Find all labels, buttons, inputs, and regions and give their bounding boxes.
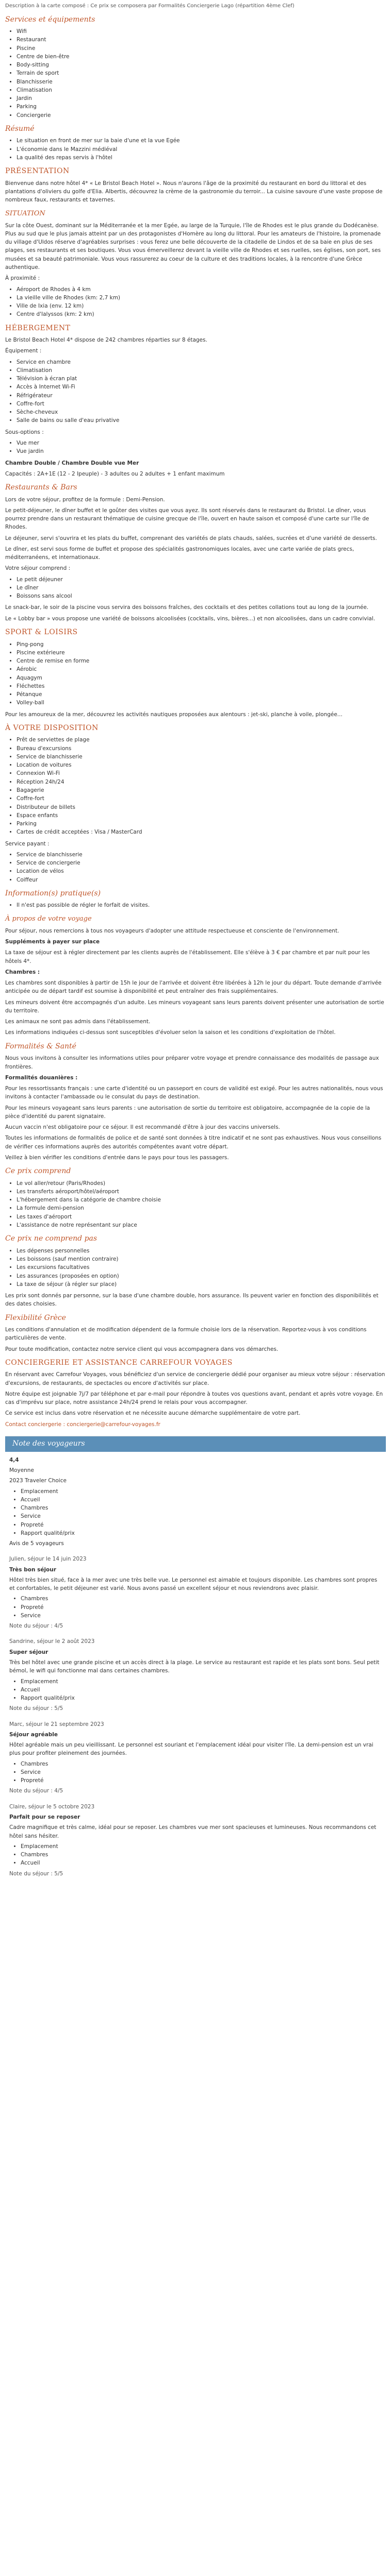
review-rating: Note du séjour : 4/5 (9, 1623, 63, 1630)
formalites-text-4: Aucun vaccin n'est obligatoire pour ce séjour. Il est recommandé d'être à jour des vaccins universels. (5, 1124, 280, 1131)
review-title: Séjour agréable (9, 1731, 58, 1738)
header-intro: Description à la carte composé : Ce prix se composera par Formalités Conciergerie Lago (répartition 4ème Clef) (5, 3, 295, 9)
reviews-title: Note des voyageurs (5, 1436, 386, 1452)
list-item: • La qualité des repas servis à l'hôtel (17, 154, 386, 162)
list-item: • Fléchettes (17, 682, 386, 690)
list-item: • Bagagerie (17, 786, 386, 794)
flexibility-text: Les conditions d'annulation et de modification dépendent de la formule choisie lors de la réservation. Reportez-vous à vos conditions particulières de vente. (5, 1327, 367, 1342)
paid-services-title: Service payant : (5, 840, 50, 847)
list-item: • Piscine (17, 44, 386, 53)
list-item: • Le dîner (17, 584, 386, 592)
review-meta: Marc, séjour le 21 septembre 2023 (9, 1721, 104, 1727)
list-item: • Boissons sans alcool (17, 592, 386, 600)
list-item: • Ping-pong (17, 640, 386, 649)
list-item: • Centre de bien-être (17, 53, 386, 61)
list-item: • La taxe de séjour (à régler sur place) (17, 1280, 386, 1289)
info-title: Information(s) pratique(s) (5, 889, 101, 897)
trip-about-title: À propos de votre voyage (5, 914, 92, 923)
review-categories (9, 1595, 382, 1620)
restaurants-intro: Lors de votre séjour, profitez de la formule : Demi-Pension. (5, 496, 165, 503)
reviews-count: 2023 Traveler Choice (9, 1478, 67, 1484)
list-item: • La vieille ville de Rhodes (km: 2,7 km) (17, 294, 386, 302)
room-options-title: Sous-options : (5, 429, 44, 435)
review-title: Parfait pour se reposer (9, 1814, 80, 1820)
list-item: • Propreté (21, 1776, 382, 1785)
reviews-score-label: Moyenne (9, 1467, 34, 1473)
list-item: • Chambres (21, 1760, 382, 1768)
formalites-sub: Formalités douanières : (5, 1074, 78, 1081)
concierge-title: CONCIERGERIE ET ASSISTANCE CARREFOUR VOYAGES (5, 1358, 233, 1367)
list-item: • Bureau d'excursions (17, 744, 386, 753)
lobby-bar-text: Le « Lobby bar » vous propose une variété de boissons alcoolisées (cocktails, vins, bières...) et non alcoolisées, dans un cadre convivial. (5, 615, 376, 622)
list-item: • Conciergerie (17, 111, 386, 120)
list-item: • Centre de remise en forme (17, 657, 386, 665)
list-item: • Réception 24h/24 (17, 778, 386, 786)
list-item: • Location de vélos (17, 867, 386, 875)
extras-text: La taxe de séjour est à régler directement par les clients auprès de l'établissement. Elle s'élève à 3 € par chambre et par nuit pour les hôtels 4*. (5, 950, 370, 964)
review-rating: Note du séjour : 4/5 (9, 1788, 63, 1794)
list-item: • L'économie dans le Mazzini médiéval (17, 145, 386, 154)
concierge-contact-link[interactable]: Contact conciergerie : conciergerie@carrefour-voyages.fr (5, 1421, 160, 1428)
info-text-b: Les animaux ne sont pas admis dans l'établissement. (5, 1019, 151, 1025)
access-title: À proximité : (5, 275, 40, 282)
list-item: • Service en chambre (17, 358, 386, 366)
list-item: • Service (21, 1612, 382, 1620)
snack-bar-text: Le snack-bar, le soir de la piscine vous servira des boissons fraîches, des cocktails et des petites collations tout au long de la journée. (5, 604, 369, 611)
concierge-text-3: Ce service est inclus dans votre réservation et ne nécessite aucune démarche supplémentaire de votre part. (5, 1410, 301, 1417)
review-categories (9, 1677, 382, 1703)
formalites-text-2: Pour les ressortissants français : une carte d'identité ou un passeport en cours de validité est exigé. Pour les autres nationalités, nous vous invitons à contacter l'ambassade ou le consulat du pays de destination. (5, 1086, 383, 1100)
situation-title: SITUATION (5, 209, 45, 217)
extras-title: Suppléments à payer sur place (5, 939, 100, 945)
list-item: • Salle de bains ou salle d'eau privative (17, 416, 386, 425)
list-item: • Coffre-fort (17, 794, 386, 803)
list-item: • Restaurant (17, 36, 386, 44)
concierge-text-2: Notre équipe est joignable 7j/7 par téléphone et par e-mail pour répondre à toutes vos questions avant, pendant et après votre voyage. En cas d'imprévu sur place, notre assistance 24h/24 prend le relais pour vous accompagner. (5, 1391, 383, 1406)
list-item: • Le petit déjeuner (17, 575, 386, 584)
list-item: • Aéroport de Rhodes à 4 km (17, 285, 386, 294)
list-item: • Distributeur de billets (17, 803, 386, 811)
list-item: • Location de voitures (17, 761, 386, 769)
list-item: • Coiffeur (17, 876, 386, 884)
sports-title: SPORT & LOISIRS (5, 628, 78, 637)
list-item: • Rapport qualité/prix (21, 1694, 382, 1702)
room-capacity: Capacités : 2A+1E (12 - 2 Ipeuple) - 3 adultes ou 2 adultes + 1 enfant maximum (5, 470, 225, 477)
paid-services-list (5, 851, 386, 884)
sports-text: Pour les amoureux de la mer, découvrez les activités nautiques proposées aux alentours : jet-ski, planche à voile, plongée... (5, 711, 343, 718)
price-excludes-list (5, 1247, 386, 1289)
list-item: • Service de blanchisserie (17, 753, 386, 761)
list-item: • Cartes de crédit acceptées : Visa / MasterCard (17, 828, 386, 836)
list-item: • Les boissons (sauf mention contraire) (17, 1255, 386, 1263)
list-item: • Coffre-fort (17, 400, 386, 408)
presentation-text: Bienvenue dans notre hôtel 4* « Le Bristol Beach Hotel ». Nous n'aurons l'âge de la proximité du restaurant en bord du littoral et des plantations d'oliviers du golfe d'Elia. Albertis, découvrez la crème de la gastronomie du terroir... La cuisine savoure d'une vaste propose de nombreux faux, restaurants et tavernes. (5, 180, 383, 204)
list-item: • Emplacement (21, 1487, 382, 1496)
list-item: • Accueil (21, 1859, 382, 1867)
review-title: Très bon séjour (9, 1566, 56, 1573)
list-item: • L'hébergement dans la catégorie de chambre choisie (17, 1196, 386, 1204)
list-item: • Chambres (21, 1504, 382, 1512)
price-includes-title: Ce prix comprend (5, 1167, 71, 1176)
review-title: Super séjour (9, 1649, 48, 1655)
restaurants-includes-list (5, 575, 386, 601)
formalites-text-5: Toutes les informations de formalités de police et de santé sont données à titre indicatif et ne sont pas exhaustives. Nous vous conseillons de vérifier ces informations auprès des autorités compétentes avant votre départ. (5, 1135, 382, 1150)
list-item: • Prêt de serviettes de plage (17, 736, 386, 744)
review-item (9, 1720, 382, 1795)
access-list (5, 285, 386, 319)
list-item: • Terrain de sport (17, 69, 386, 77)
reviews-categories (9, 1487, 382, 1538)
review-body: Hôtel agréable mais un peu vieillissant. Le personnel est souriant et l'emplacement idéal pour visiter l'île. La demi-pension est un vrai plus pour profiter pleinement des journées. (9, 1742, 373, 1757)
review-body: Très bel hôtel avec une grande piscine et un accès direct à la plage. Le service au restaurant est rapide et les plats sont bons. Seul petit bémol, le wifi qui fonctionne mal dans certaines chambres. (9, 1659, 380, 1674)
list-item: • Le situation en front de mer sur la baie d'une et la vue Egée (17, 137, 386, 145)
list-item: • Chambres (21, 1851, 382, 1859)
list-item: • Aérobic (17, 665, 386, 673)
list-item: • Blanchisserie (17, 78, 386, 86)
list-item: • Les assurances (proposées en option) (17, 1272, 386, 1280)
list-item: • Les taxes d'aéroport (17, 1213, 386, 1221)
reviews-body (5, 1452, 386, 1887)
reviews-foot: Avis de 5 voyageurs (9, 1540, 64, 1547)
list-item: • Aquagym (17, 674, 386, 682)
list-item: • Propreté (21, 1521, 382, 1529)
review-meta: Claire, séjour le 5 octobre 2023 (9, 1803, 95, 1810)
concierge-text-1: En réservant avec Carrefour Voyages, vous bénéficiez d'un service de conciergerie dédié pour organiser au mieux votre séjour : réservation d'excursions, de restaurants, de spectacles ou encore d'activités sur place. (5, 1371, 385, 1386)
review-meta: Julien, séjour le 14 juin 2023 (9, 1556, 87, 1563)
list-item: • Service de conciergerie (17, 859, 386, 867)
list-item: • Chambres (21, 1595, 382, 1603)
review-body: Cadre magnifique et très calme, idéal pour se reposer. Les chambres vue mer sont spacieuses et lumineuses. Nous recommandons cet hôtel sans hésiter. (9, 1824, 377, 1839)
review-item (9, 1803, 382, 1878)
restaurants-title: Restaurants & Bars (5, 483, 77, 492)
review-body: Hôtel très bien situé, face à la mer avec une très belle vue. Le personnel est aimable et toujours disponible. Les chambres sont propres et confortables, le petit déjeuner est varié. Nous avons passé un excellent séjour et nous reviendrons avec plaisir. (9, 1577, 378, 1592)
list-item: • Propreté (21, 1603, 382, 1612)
list-item: • Les transferts aéroport/hôtel/aéroport (17, 1188, 386, 1196)
list-item: • Emplacement (21, 1677, 382, 1686)
list-item: • Les excursions facultatives (17, 1263, 386, 1272)
restaurants-text-3: Le dîner, est servi sous forme de buffet et propose des spécialités gastronomiques locales, avec une carte variée de plats grecs, méditerranéens, et internationaux. (5, 546, 354, 561)
list-item: • Emplacement (21, 1842, 382, 1851)
list-item: • Vue jardin (17, 447, 386, 455)
list-item: • Body-sitting (17, 61, 386, 69)
list-item: • Les dépenses personnelles (17, 1247, 386, 1255)
room-types: Chambre Double / Chambre Double vue Mer (5, 460, 139, 466)
list-item: • Connexion Wi-Fi (17, 769, 386, 777)
restaurants-includes-title: Votre séjour comprend : (5, 565, 71, 572)
formalites-text-6: Veillez à bien vérifier les conditions d'entrée dans le pays pour tous les passagers. (5, 1154, 229, 1161)
list-item: • Accueil (21, 1496, 382, 1504)
list-item: • Réfrigérateur (17, 392, 386, 400)
list-item: • Il n'est pas possible de régler le forfait de visites. (17, 901, 386, 909)
reviews-section (5, 1436, 386, 1887)
review-rating: Note du séjour : 5/5 (9, 1870, 63, 1877)
list-item: • Sèche-cheveux (17, 408, 386, 416)
rooms-title: Chambres : (5, 969, 40, 975)
review-meta: Sandrine, séjour le 2 août 2023 (9, 1638, 95, 1645)
activites-title: À VOTRE DISPOSITION (5, 723, 99, 732)
reviews-score: 4,4 (9, 1456, 19, 1463)
list-item: • Parking (17, 820, 386, 828)
hebergement-intro: Le Bristol Beach Hotel 4* dispose de 242 chambres réparties sur 8 étages. (5, 337, 207, 344)
list-item: • Service de blanchisserie (17, 851, 386, 859)
situation-text: Sur la côte Ouest, dominant sur la Méditerranée et la mer Egée, au large de la Turquie, l'île de Rhodes est le plus grande du Dodécanèse. Plus au sud que le plus jamais atteint par un des protagonistes d'Homère au long du littoral. Pour les amateurs de l'histoire, la promenade du village d'Uldos réserve d'agréables surprises : vous ferez une belle découverte de la citadelle de Lindos et de sa baie en plus de ses plages, ses restaurants et ses boutiques. Vous vous émerveillerez devant la vieille ville de Rhodes et ses ruelles, ses églises, son port, ses musées et sa beauté patrimoniale. Vous vous rassurerez au coeur de la culture et des traditions locales, à la rencontre d'une Grèce authentique. (5, 222, 381, 270)
price-includes-list (5, 1179, 386, 1230)
price-note: Les prix sont donnés par personne, sur la base d'une chambre double, hors assurance. Ils peuvent varier en fonction des disponibilités et des dates choisies. (5, 1293, 379, 1308)
review-item (9, 1637, 382, 1713)
list-item: • Rapport qualité/prix (21, 1529, 382, 1537)
services-title: Services et équipements (5, 15, 95, 24)
room-options-list (5, 439, 386, 456)
restaurants-text-1: Le petit-déjeuner, le dîner buffet et le goûter des visites que vous ayez. Ils sont réservés dans le restaurant du Bristol. Le dîner, vous pourrez prendre dans un restaurant thématique de cuisine grecque de l'île, ouvert en haute saison et composé d'une carte sur l'île de Rhodes. (5, 507, 369, 531)
resume-list (5, 137, 386, 162)
list-item: • Télévision à écran plat (17, 375, 386, 383)
list-item: • Wifi (17, 27, 386, 36)
review-rating: Note du séjour : 5/5 (9, 1705, 63, 1712)
reviews-summary (9, 1456, 382, 1548)
list-item: • Climatisation (17, 86, 386, 94)
list-item: • Climatisation (17, 366, 386, 375)
trip-about-text: Pour séjour, nous remercions à tous nos voyageurs d'adopter une attitude respectueuse et consciente de l'environnement. (5, 927, 339, 934)
review-item (9, 1555, 382, 1630)
flexibility-title: Flexibilité Grèce (5, 1313, 66, 1322)
services-list (5, 27, 386, 120)
list-item: • Accès à Internet Wi-Fi (17, 383, 386, 391)
list-item: • Le vol aller/retour (Paris/Rhodes) (17, 1179, 386, 1188)
list-item: • Centre d'Ialyssos (km: 2 km) (17, 310, 386, 318)
restaurants-text-2: Le déjeuner, servi s'ouvrira et les plats du buffet, comprenant des variétés de plats chauds, salées, sucrées et d'une variété de desserts. (5, 535, 377, 541)
activites-list (5, 736, 386, 836)
equipment-title: Équipement : (5, 348, 42, 354)
list-item: • La formule demi-pension (17, 1204, 386, 1212)
list-item: • Jardin (17, 94, 386, 103)
formalites-text: Nous vous invitons à consulter les informations utiles pour préparer votre voyage et prendre connaissance des modalités de passage aux frontières. (5, 1055, 379, 1070)
formalites-text-3: Pour les mineurs voyageant sans leurs parents : une autorisation de sortie du territoire est obligatoire, accompagnée de la copie de la pièce d'identité du parent signataire. (5, 1105, 370, 1120)
info-text-a: Les mineurs doivent être accompagnés d'un adulte. Les mineurs voyageant sans leurs parents doivent présenter une autorisation de sortie du territoire. (5, 999, 384, 1014)
list-item: • Vue mer (17, 439, 386, 447)
list-item: • Pétanque (17, 690, 386, 699)
hebergement-title: HÉBERGEMENT (5, 324, 71, 332)
list-item: • Espace enfants (17, 811, 386, 820)
list-item: • Service (21, 1512, 382, 1520)
list-item: • Ville de Ixia (env. 12 km) (17, 302, 386, 310)
resume-title: Résumé (5, 124, 35, 133)
equipment-list (5, 358, 386, 425)
presentation-title: PRÉSENTATION (5, 167, 70, 176)
price-excludes-title: Ce prix ne comprend pas (5, 1234, 97, 1243)
list-item: • Service (21, 1768, 382, 1776)
list-item: • L'assistance de notre représentant sur place (17, 1221, 386, 1229)
list-item: • Parking (17, 103, 386, 111)
list-item: • Volley-ball (17, 699, 386, 707)
formalites-title: Formalités & Santé (5, 1042, 76, 1050)
info-list (5, 901, 386, 909)
sports-list (5, 640, 386, 707)
info-text-c: Les informations indiquées ci-dessus sont susceptibles d'évoluer selon la saison et les conditions d'exploitation de l'hôtel. (5, 1029, 336, 1036)
rooms-text: Les chambres sont disponibles à partir de 15h le jour de l'arrivée et doivent être libérées à 12h le jour du départ. Toute demande d'arrivée anticipée ou de départ tardif est soumise à disponibilité et peut entraîner des frais supplémentaires. (5, 980, 382, 995)
list-item: • Piscine extérieure (17, 649, 386, 657)
review-categories (9, 1842, 382, 1868)
list-item: • Accueil (21, 1686, 382, 1694)
flexibility-text-2: Pour toute modification, contactez notre service client qui vous accompagnera dans vos démarches. (5, 1346, 279, 1352)
review-categories (9, 1760, 382, 1785)
